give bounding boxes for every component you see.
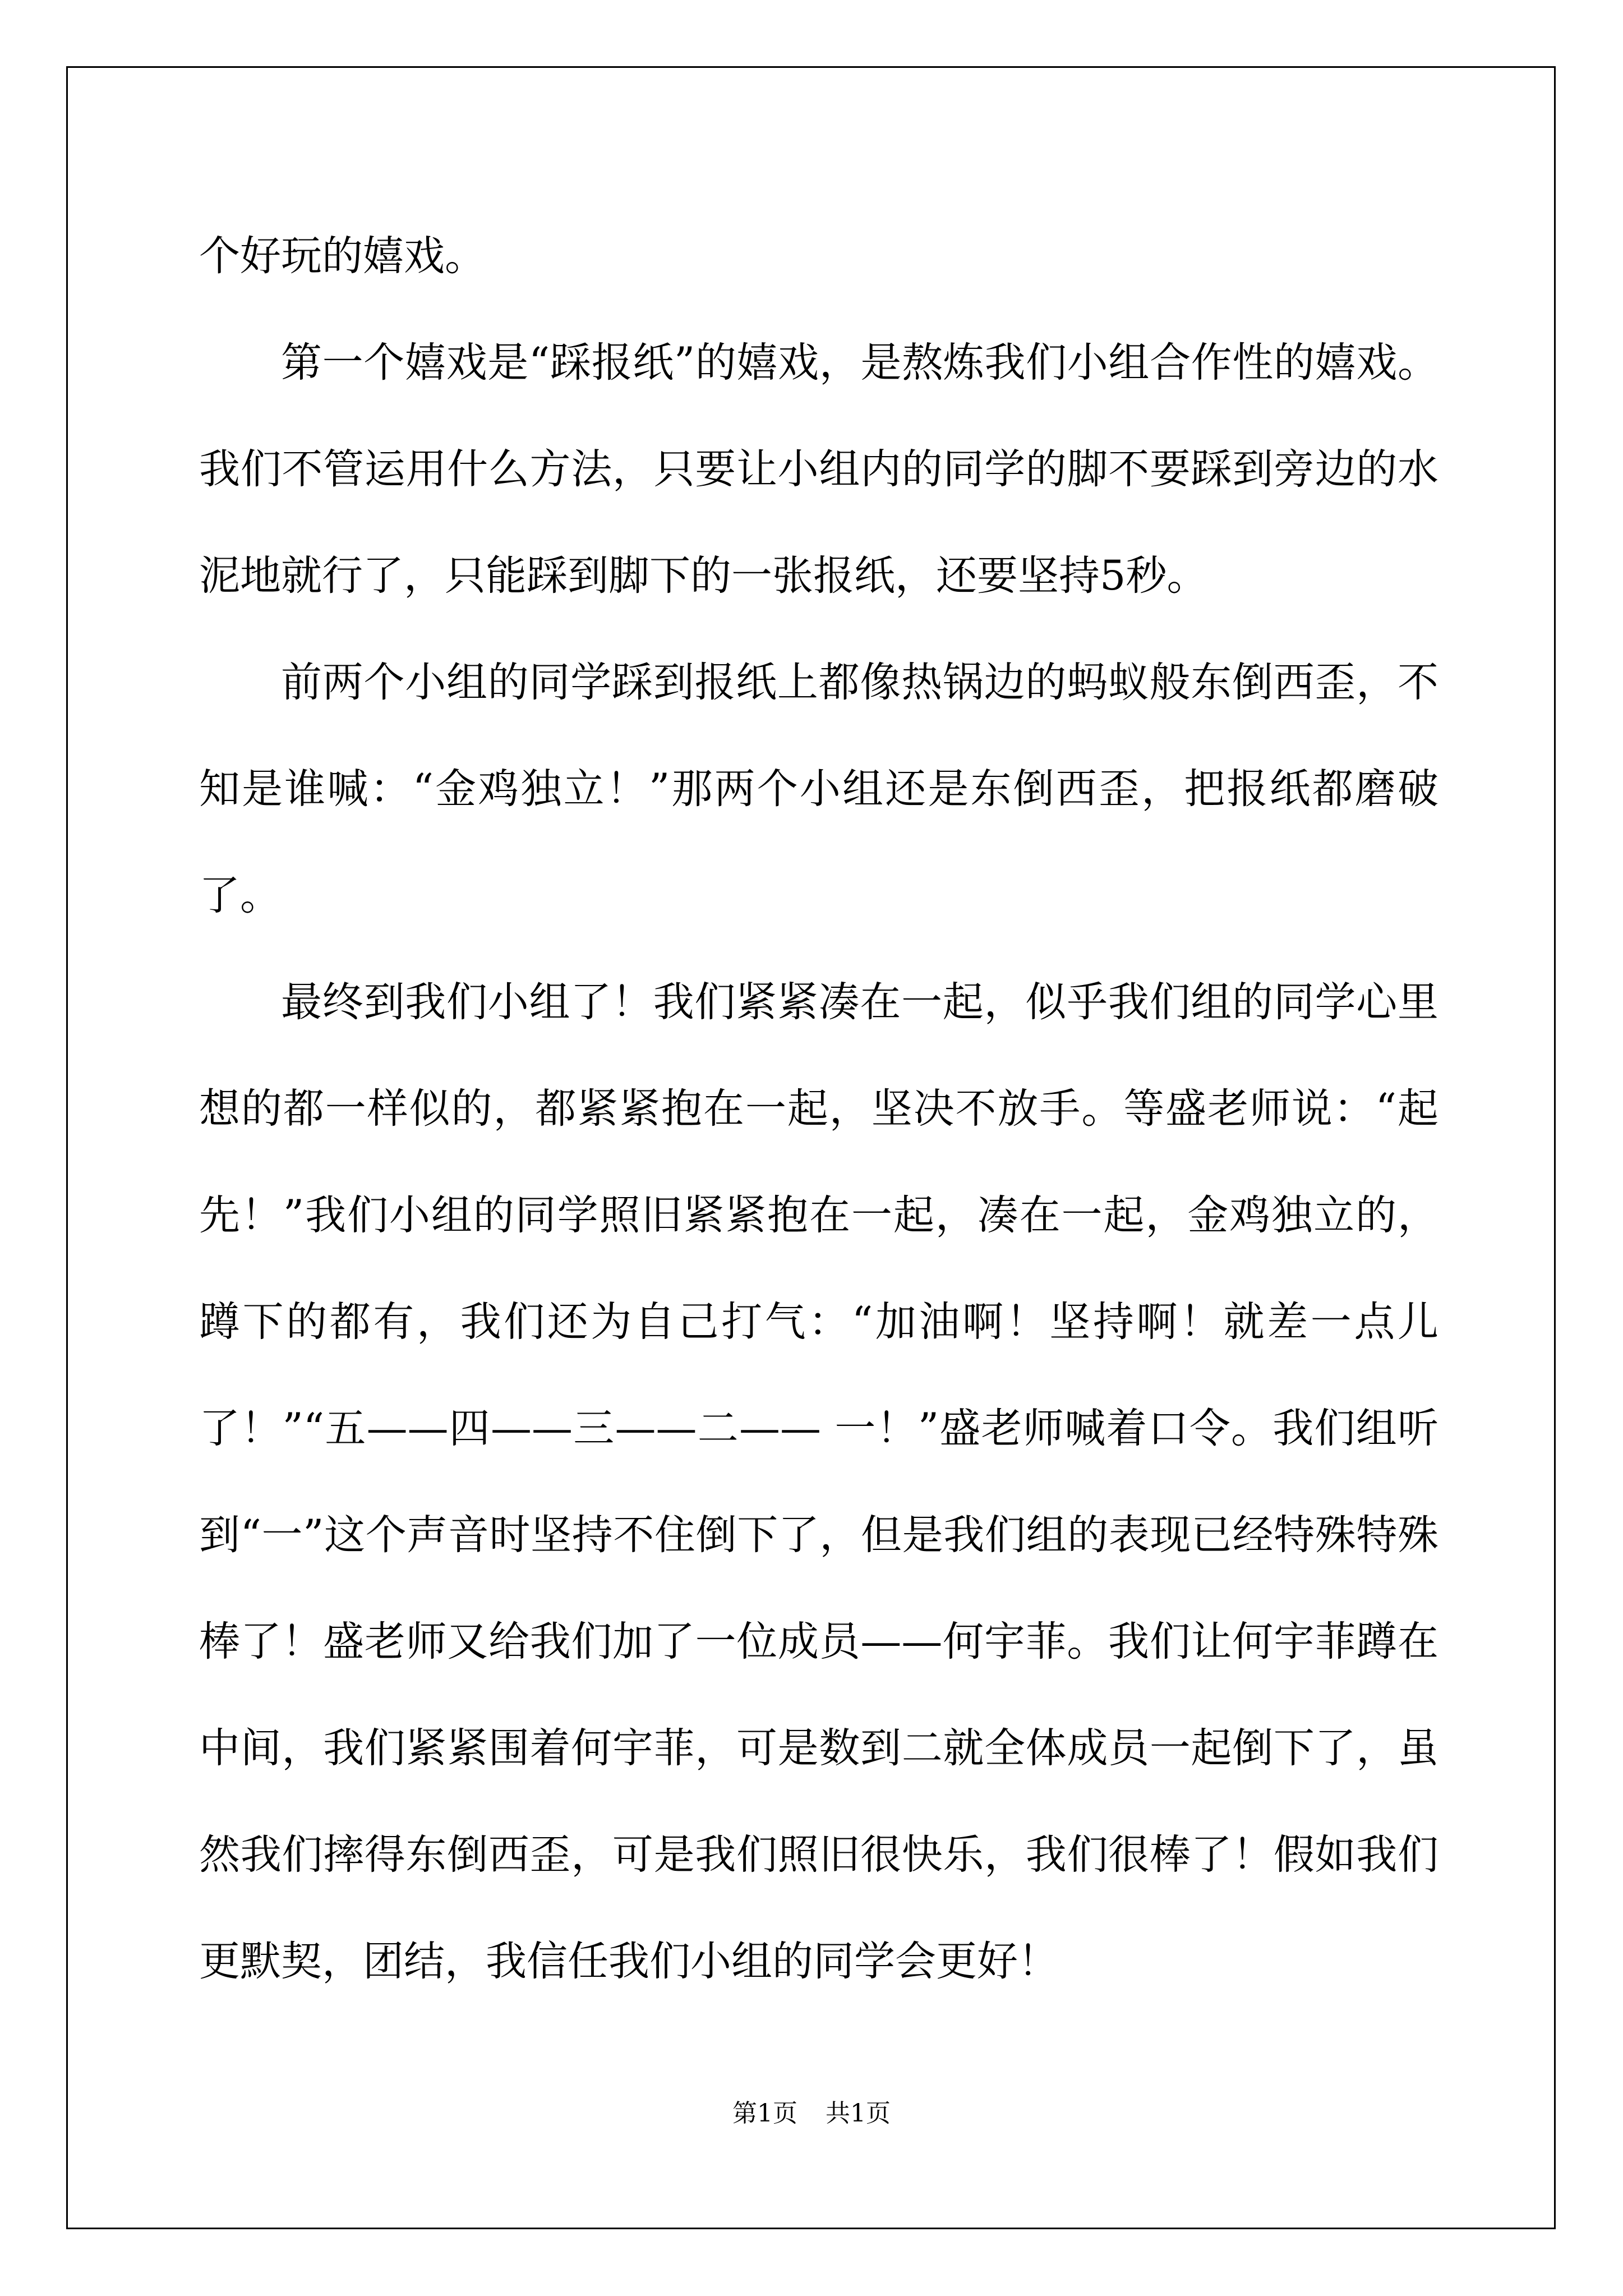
document-body (199, 203, 1438, 2015)
page-number-current: 第1页 (732, 2099, 797, 2128)
paragraph-our-group: 最终到我们小组了！我们紧紧凑在一起，似乎我们组的同学心里想的都一样似的，都紧紧抱在一起，坚决不放手。等盛老师说：“起先！”我们小组的同学照旧紧紧抱在一起，凑在一起，金鸡独立的，蹲下的都有，我们还为自己打气：“加油啊！坚持啊！就差一点儿了！”“五——四——三——二—— 一！”盛老师喊着口令。我们组听到“一”这个声音时坚持不住倒下了，但是我们组的表现已经特殊特殊棒了！盛老师又给我们加了一位成员——何宇菲。我们让何宇菲蹲在中间，我们紧紧围着何宇菲，可是数到二就全体成员一起倒下了，虽然我们摔得东倒西歪，可是我们照旧很快乐，我们很棒了！假如我们更默契，团结，我信任我们小组的同学会更好！ (199, 978, 1438, 1985)
page-number-total: 共1页 (826, 2099, 891, 2128)
page-footer (0, 2097, 1623, 2131)
paragraph-other-groups: 前两个小组的同学踩到报纸上都像热锅边的蚂蚁般东倒西歪，不知是谁喊：“金鸡独立！”那两个小组还是东倒西歪，把报纸都磨破了。 (199, 659, 1438, 919)
paragraph-first-game: 第一个嬉戏是“踩报纸”的嬉戏，是熬炼我们小组合作性的嬉戏。我们不管运用什么方法，只要让小组内的同学的脚不要踩到旁边的水泥地就行了，只能踩到脚下的一张报纸，还要坚持5秒。 (199, 339, 1438, 600)
paragraph-continuation: 个好玩的嬉戏。 (199, 232, 486, 280)
